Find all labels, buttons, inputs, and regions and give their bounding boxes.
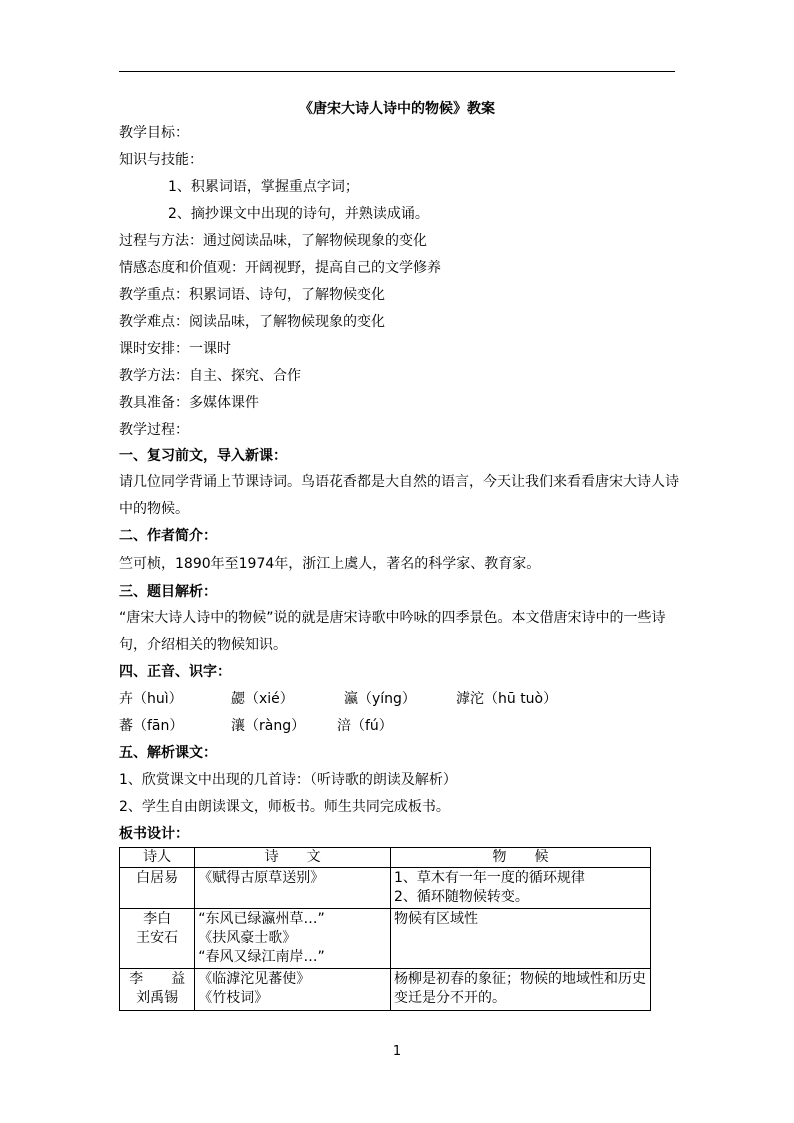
hours-line: 课时安排：一课时 — [119, 341, 231, 357]
poet-name: 王安石 — [136, 930, 179, 946]
pinyin-item: 涪（fú） — [337, 718, 393, 734]
poet-cell — [120, 909, 195, 969]
pinyin-item: 卉（huì） — [119, 691, 183, 707]
poet-name: 李白 — [143, 911, 172, 927]
tools-line: 教具准备：多媒体课件 — [119, 395, 259, 411]
section-5-item-1: 1、欣赏课文中出现的几首诗：（听诗歌的朗读及解析） — [119, 772, 457, 788]
phenology-cell — [391, 969, 651, 1011]
procedure-label: 教学过程： — [119, 422, 189, 438]
section-4-heading: 四、正音、识字： — [119, 664, 231, 680]
poem-line: 《临滹沱见蕃使》 — [198, 971, 311, 987]
phenology-line: 杨柳是初春的象征；物候的地域性和历史变迁是分不开的。 — [394, 971, 647, 1006]
pinyin-item: 瀼（ràng） — [231, 718, 306, 734]
poem-cell — [195, 969, 391, 1011]
header-rule — [119, 71, 675, 72]
section-1-heading: 一、复习前文，导入新课： — [119, 448, 287, 464]
table-row — [120, 969, 651, 1011]
document-title: 《唐宋大诗人诗中的物候》教案 — [299, 101, 495, 117]
poem-line: “春风又绿江南岸…” — [198, 949, 325, 965]
pinyin-item: 滹沱（hū tuò） — [456, 691, 558, 707]
phenology-cell — [391, 868, 651, 909]
table-row — [120, 868, 651, 909]
poet-cell — [120, 969, 195, 1011]
difficulty-line: 教学难点：阅读品味，了解物候现象的变化 — [119, 314, 385, 330]
phenology-line: 物候有区域性 — [394, 911, 479, 927]
phenology-line: 1、草木有一年一度的循环规律 — [394, 870, 585, 886]
section-3-body: “唐宋大诗人诗中的物候”说的就是唐宋诗歌中吟咏的四季景色。本文借唐宋诗中的一些诗句，介绍相关的物候知识。 — [119, 610, 666, 653]
goals-label: 教学目标： — [119, 125, 189, 141]
poem-cell — [195, 868, 391, 909]
poet-name: 刘禹锡 — [136, 990, 179, 1006]
section-2-heading: 二、作者简介： — [119, 528, 217, 544]
poet-name: 李 益 — [129, 971, 186, 987]
section-3-heading: 三、题目解析： — [119, 584, 217, 600]
header-phenology: 物 候 — [391, 848, 651, 868]
poem-cell — [195, 909, 391, 969]
section-1-body: 请几位同学背诵上节课诗词。鸟语花香都是大自然的语言，今天让我们来看看唐宋大诗人诗中的物候。 — [119, 474, 679, 517]
poet-name: 白居易 — [136, 870, 179, 886]
header-poet: 诗人 — [120, 848, 195, 868]
emotion-line: 情感态度和价值观：开阔视野，提高自己的文学修养 — [119, 260, 441, 276]
pinyin-item: 瀛（yíng） — [344, 691, 416, 707]
phenology-cell — [391, 909, 651, 969]
table-row — [120, 909, 651, 969]
knowledge-label: 知识与技能： — [119, 152, 203, 168]
page-number: 1 — [392, 1044, 402, 1059]
pinyin-item: 蕃（fān） — [119, 718, 184, 734]
poem-line: 《竹枝词》 — [198, 990, 269, 1006]
pinyin-item: 勰（xié） — [231, 691, 294, 707]
phenology-line: 2、循环随物候转变。 — [394, 889, 529, 905]
board-design-heading: 板书设计： — [119, 826, 189, 842]
process-line: 过程与方法：通过阅读品味，了解物候现象的变化 — [119, 233, 427, 249]
header-poem: 诗 文 — [195, 848, 391, 868]
section-5-item-2: 2、学生自由朗读课文，师板书。师生共同完成板书。 — [119, 799, 450, 815]
poem-line: 《赋得古原草送别》 — [198, 870, 325, 886]
knowledge-item-2: 2、摘抄课文中出现的诗句，并熟读成诵。 — [168, 206, 429, 222]
poet-cell — [120, 868, 195, 909]
section-5-heading: 五、解析课文： — [119, 745, 217, 761]
knowledge-item-1: 1、积累词语，掌握重点字词； — [168, 179, 359, 195]
table-header-row — [120, 848, 651, 868]
method-line: 教学方法：自主、探究、合作 — [119, 368, 301, 384]
poem-line: “东风已绿瀛州草…” — [198, 911, 325, 927]
board-design-table — [119, 847, 651, 1011]
poem-line: 《扶风豪士歌》 — [198, 930, 297, 946]
key-point-line: 教学重点：积累词语、诗句，了解物候变化 — [119, 287, 385, 303]
section-2-body: 竺可桢，1890年至1974年，浙江上虞人，著名的科学家、教育家。 — [119, 556, 541, 572]
